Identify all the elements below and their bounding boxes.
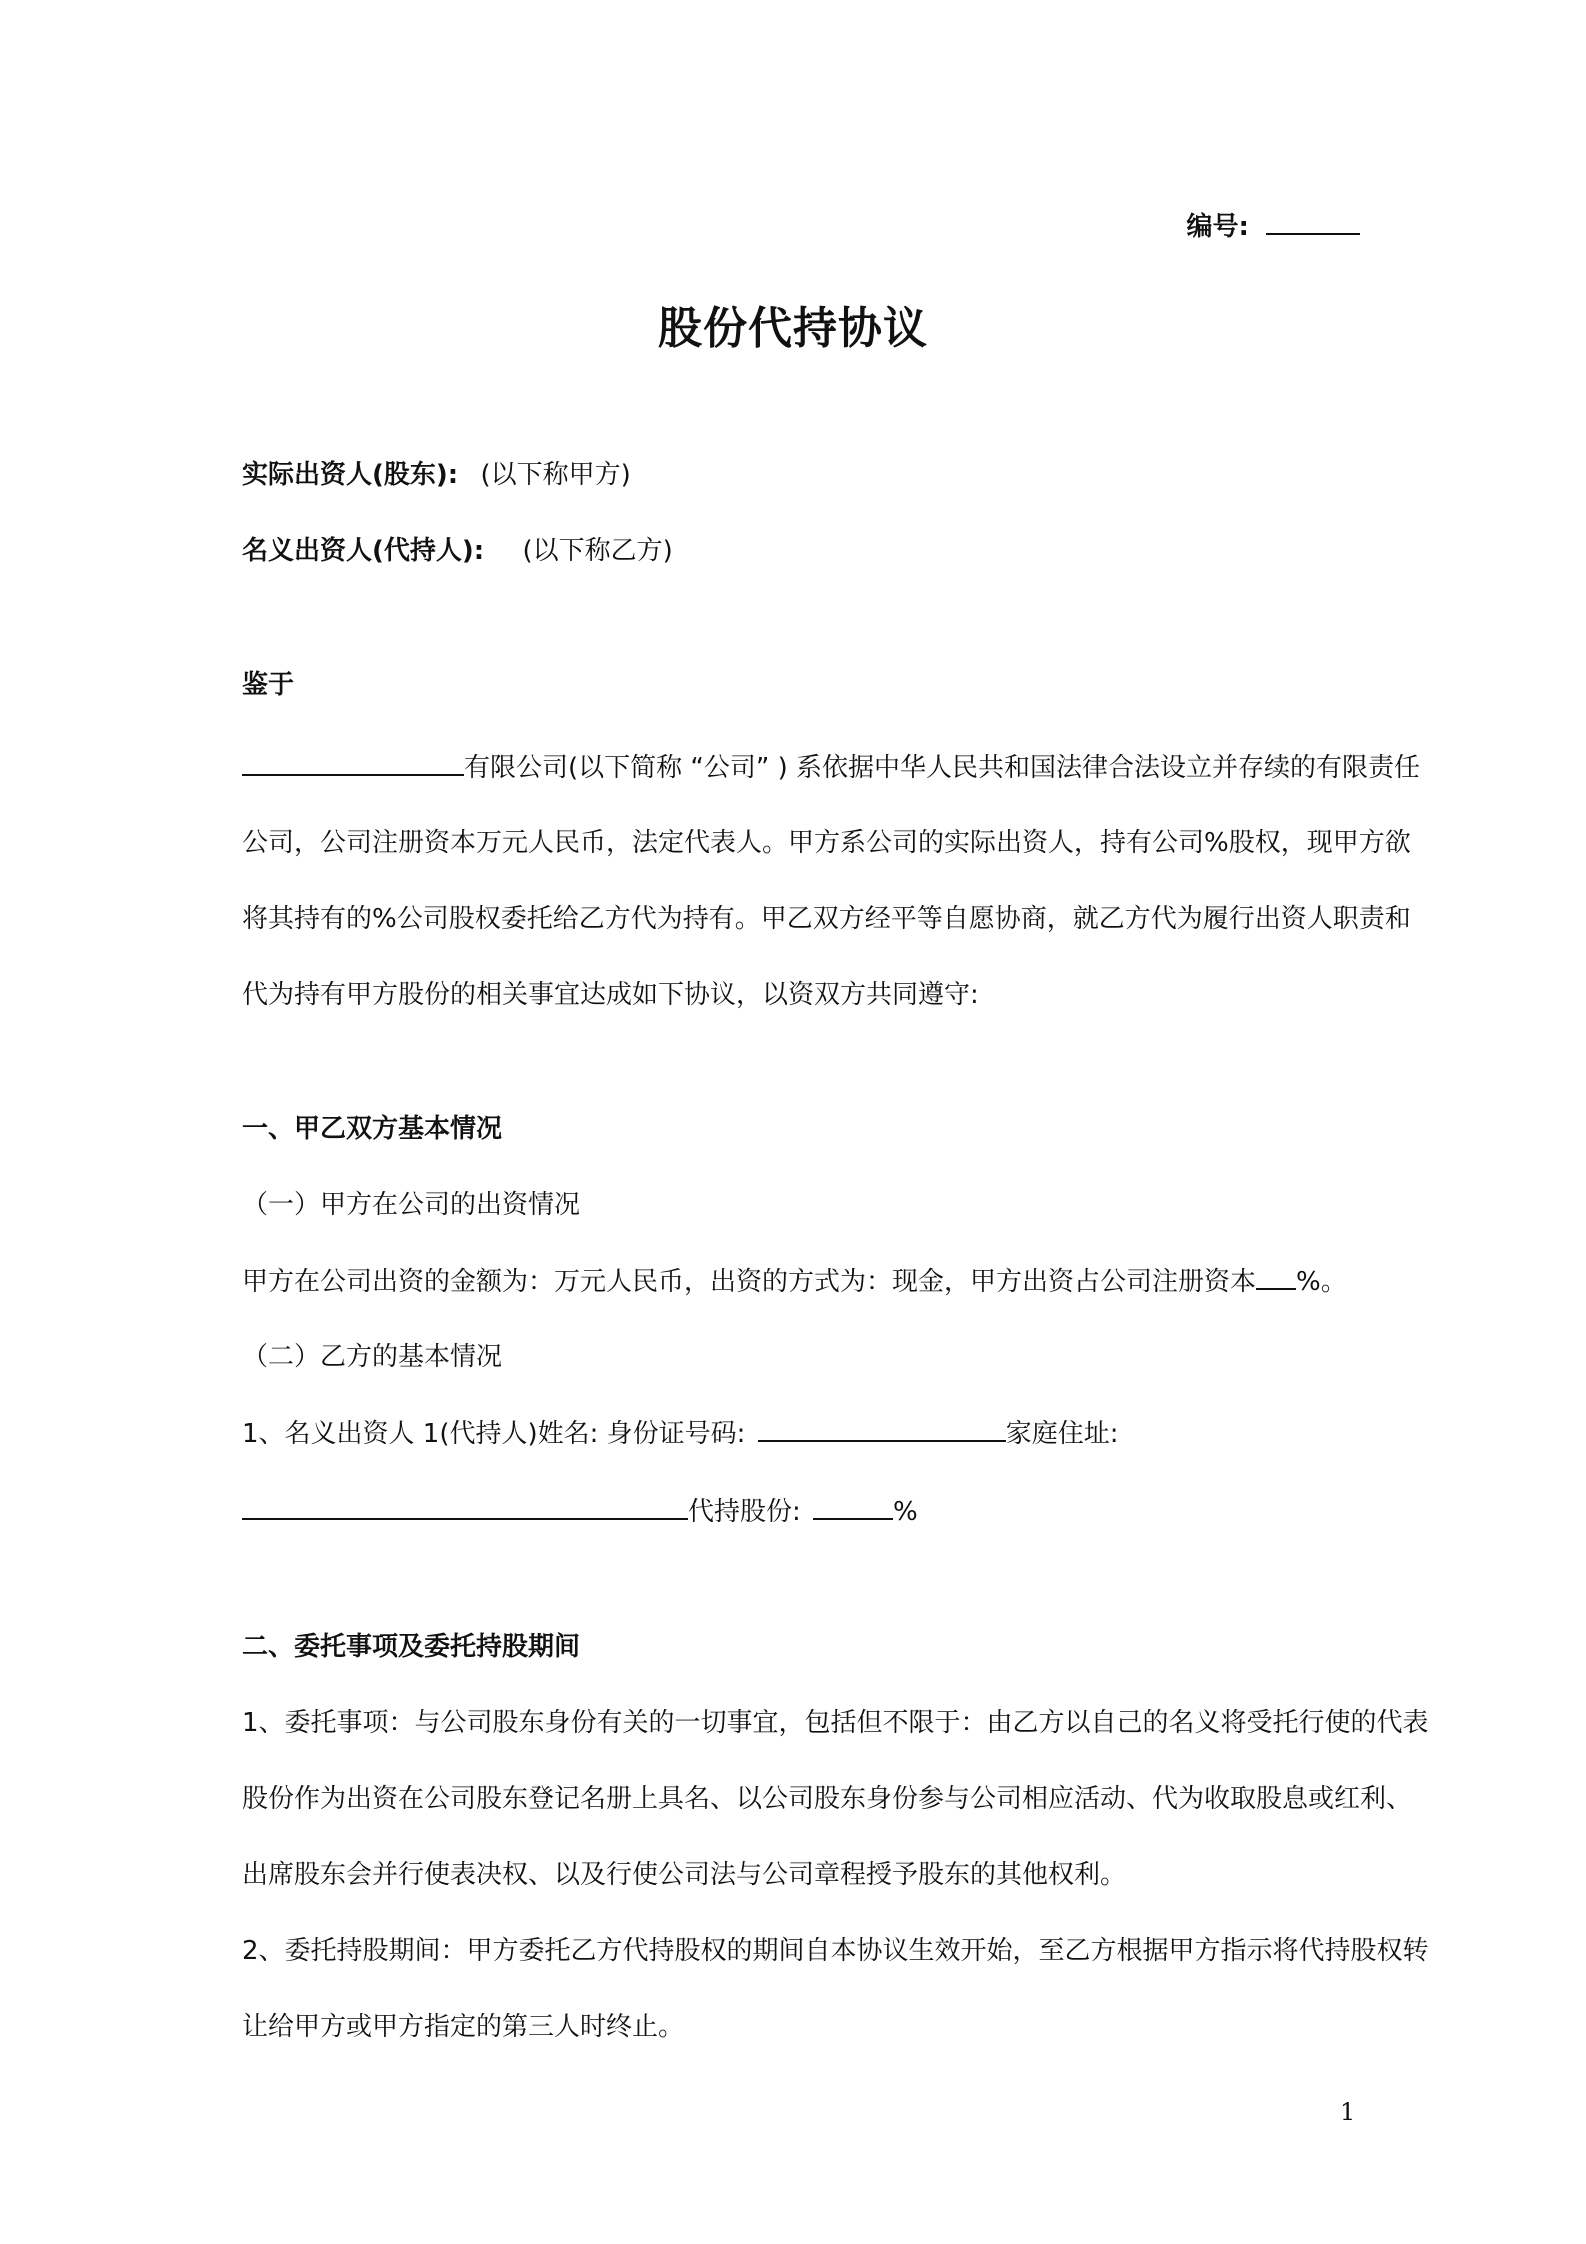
section-2-p1-line-1: 1、委托事项：与公司股东身份有关的一切事宜，包括但不限于：由乙方以自己的名义将受托行使的代表	[242, 1708, 1429, 1738]
section-1-sub-2: （二）乙方的基本情况	[242, 1342, 503, 1372]
page-title: 股份代持协议	[658, 303, 928, 354]
capital-percent-blank	[1256, 1264, 1296, 1290]
nominee-item-1	[242, 1416, 1118, 1451]
party-b-label: 名义出资人(代持人):	[242, 536, 485, 566]
home-address-blank	[242, 1494, 688, 1520]
recital-heading: 鉴于	[242, 670, 295, 700]
held-shares-blank	[813, 1494, 893, 1520]
section-2-p2-line-1: 2、委托持股期间：甲方委托乙方代持股权的期间自本协议生效开始，至乙方根据甲方指示将代持股权转	[242, 1936, 1429, 1966]
recital-line-3: 将其持有的%公司股权委托给乙方代为持有。甲乙双方经平等自愿协商，就乙方代为履行出资人职责和	[242, 904, 1411, 934]
held-shares-label: 代持股份:	[688, 1497, 801, 1527]
section-2-p1-line-3: 出席股东会并行使表决权、以及行使公司法与公司章程授予股东的其他权利。	[242, 1860, 1127, 1890]
capital-contribution-text: 甲方在公司出资的金额为：万元人民币，出资的方式为：现金，甲方出资占公司注册资本	[242, 1267, 1257, 1297]
page-number: 1	[1340, 2098, 1356, 2126]
section-2-heading: 二、委托事项及委托持股期间	[242, 1632, 581, 1662]
party-b-line	[242, 534, 673, 568]
party-b-note: (以下称乙方)	[522, 536, 673, 566]
section-1-sub-1-text	[242, 1264, 1347, 1299]
document-number-blank	[1266, 209, 1360, 235]
section-2-p2-line-2: 让给甲方或甲方指定的第三人时终止。	[242, 2012, 685, 2042]
capital-percent-suffix: %。	[1296, 1267, 1347, 1297]
company-name-blank	[242, 750, 464, 776]
party-a-line	[242, 458, 631, 492]
held-shares-suffix: %	[893, 1497, 918, 1527]
party-a-label: 实际出资人(股东):	[242, 460, 459, 490]
recital-line-1	[242, 750, 1420, 785]
nominee-item-1-cont	[242, 1494, 918, 1529]
section-2-p1-line-2: 股份作为出资在公司股东登记名册上具名、以公司股东身份参与公司相应活动、代为收取股息或红利、	[242, 1784, 1413, 1814]
document-number	[1187, 206, 1360, 243]
recital-line-4: 代为持有甲方股份的相关事宜达成如下协议，以资双方共同遵守:	[242, 980, 979, 1010]
recital-line-2: 公司，公司注册资本万元人民币，法定代表人。甲方系公司的实际出资人，持有公司%股权，现甲方欲	[242, 828, 1411, 858]
id-number-blank	[758, 1416, 1006, 1442]
home-address-label: 家庭住址:	[1005, 1419, 1119, 1449]
section-1-sub-1: （一）甲方在公司的出资情况	[242, 1190, 581, 1220]
party-a-note: (以下称甲方)	[480, 460, 631, 490]
section-1-heading: 一、甲乙双方基本情况	[242, 1114, 503, 1144]
nominee-item-1-text: 1、名义出资人 1(代持人)姓名: 身份证号码:	[242, 1419, 746, 1449]
recital-line-1-text: 有限公司(以下简称 “公司” ) 系依据中华人民共和国法律合法设立并存续的有限责任	[464, 753, 1421, 783]
document-number-label: 编号:	[1186, 212, 1249, 242]
